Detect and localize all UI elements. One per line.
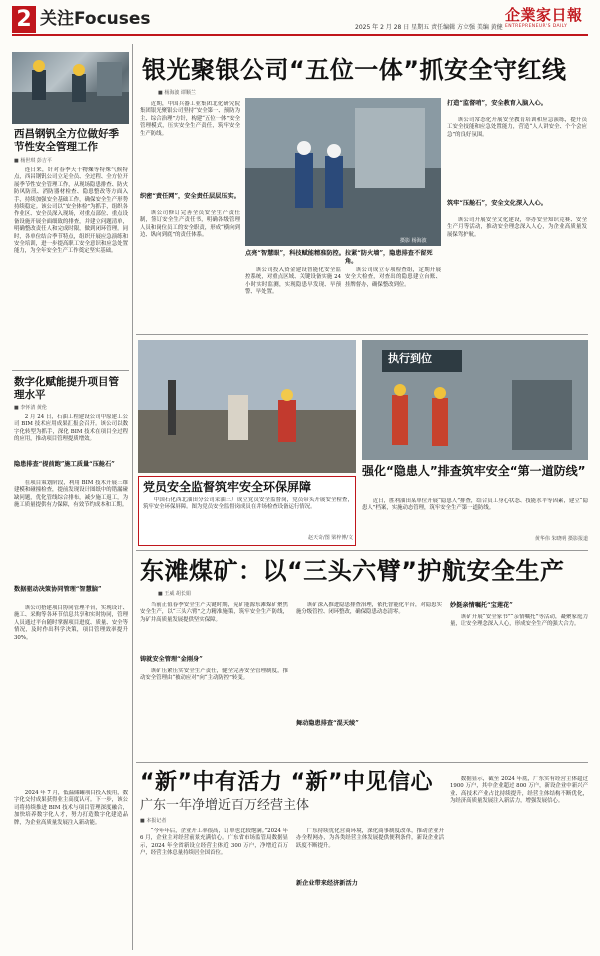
left-article2-headline: 数字化赋能提升项目管理水平 (14, 376, 119, 401)
top-section1-title: 织密“责任网”，安全责任层层压实。 (140, 193, 240, 200)
page-header (0, 0, 600, 44)
photo-sign-text: 执行到位 (388, 352, 432, 365)
left-article-photo (12, 52, 129, 124)
left-article2-subhead2: 数据驱动决策协同管理“智慧脑” (14, 586, 102, 593)
dongtan-subhead1: 铸就安全管理“金刚身” (140, 656, 203, 663)
dongtan-body1: 当前正值春季安全生产关键时期，兖矿能源东滩煤矿聚焦安全生产，以“三头六臂”之力精准施策，筑牢安全生产防线，为矿井高质量发展提供坚实保障。 (140, 602, 288, 623)
middle-bottom-divider (136, 550, 588, 551)
left-middle-caption-credit: 赵天奇/图 梁梓博/文 (308, 535, 353, 541)
bottom-subhead: 广东一年净增近百万经营主体 (140, 798, 310, 813)
top-article-headline: 银光聚银公司“五位一体”抓安全守红线 (142, 56, 567, 84)
left-middle-photo (138, 340, 356, 473)
date-line: 2025 年 2 月 28 日 星期五 责任编辑 方立强 美编 黄健 (355, 24, 503, 31)
left-article1-byline: ■ 杨世琪 彭吉平 (14, 158, 52, 164)
left-middle-caption-title: 党员安全监督筑牢安全环保屏障 (143, 480, 312, 494)
masthead-logo: 企業家日報 (505, 6, 583, 24)
left-article2-byline: ■ 李怀清 黄伦 (14, 405, 47, 411)
left-article2-tail: 2024 年 7 月，低温储罐项目投入使用，数字化交付成果获得业主高度认可。下一步，该公司将持续推进 BIM 技术与项目管理深度融合，加快培养数字化人才，努力打造数字化建造品牌，为企业高质量发展注入新动能。 (14, 790, 128, 826)
left-article2-sub2-body: 该公司搭建项目协同管理平台，实现设计、施工、采购等各环节信息共享和实时协同，管理人员通过平台随时掌握项目进度、质量、安全等情况，及时作出科学决策，项目管理效率提升 30%。 (14, 605, 128, 641)
bottom-body1: “今年年后，企业开工率很高，订单也比较饱满。”2024 年 6 月，企业主对经营前景充满信心。广东省市场监管局数据显示，2024 年全省新设立经营主体近 300 万户，净增近百万户，经营主体总量持续居全国首位。 (140, 828, 288, 857)
section-number-badge: 2 (12, 6, 36, 33)
top-photo-credit: 摄影 杨海波 (400, 238, 427, 244)
top-section4-title: 打造“监督哨”，安全教育入脑入心。 (447, 100, 547, 107)
inspection-photo-illustration (245, 98, 441, 246)
top-section3-title: 拉紧“防火墙”，隐患排查不留死角。 (345, 250, 433, 265)
dongtan-bottom-divider (136, 762, 588, 763)
dongtan-body3: 该矿深入推进隐患排查治理，依托智能化平台，对隐患实施分级管控、闭环整改，确保隐患动态清零。 (296, 602, 442, 616)
section-title: 关注Focuses (40, 9, 151, 29)
top-section5-body: 该公司开展安全文化建设，举办安全知识竞赛、安全生产月等活动，推动安全理念深入人心，为企业高质量发展保驾护航。 (447, 217, 587, 238)
dongtan-byline: ■ 王威 胡长娟 (158, 591, 191, 597)
masthead-english: ENTREPRENEUR'S DAILY (505, 24, 568, 29)
dongtan-body4: 该矿开展“安全家书”“亲情嘱托”等活动，凝聚家庭力量，让安全理念深入人心，形成安全生产的强大合力。 (450, 614, 588, 628)
header-divider (12, 34, 588, 36)
top-section5-title: 筑牢“压舱石”，安全文化深入人心。 (447, 200, 547, 207)
left-middle-caption-box (138, 476, 356, 546)
bottom-body2: 广东持续优化营商环境，深化商事制度改革，推动企业开办全程网办，为各类经营主体发展提供便利条件，新设企业活跃度不断提升。 (296, 828, 444, 849)
top-article-photo (245, 98, 441, 246)
left-divider (12, 370, 129, 371)
top-section2-body: 该公司投入资金建设智能化安全监控系统，对重点区域、关键设备实施 24 小时实时监测，实现隐患早发现、早预警、早处置。 (245, 267, 341, 296)
left-article1-headline: 西昌钢钒全方位做好季节性安全管理工作 (14, 128, 119, 153)
dongtan-headline: 东滩煤矿：以“三头六臂”护航安全生产 (140, 557, 565, 585)
worker-photo-illustration (12, 52, 129, 124)
bottom-byline: ■ 本报记者 (140, 818, 167, 824)
right-middle-caption-title: 强化“隐患人”排查筑牢安全“第一道防线” (362, 464, 586, 478)
bottom-body3: 数据显示，截至 2024 年底，广东实有经营主体超过 1900 万户，其中企业超过 800 万户，新设企业中新兴产业、高技术产业占比持续提升，经营主体结构不断优化，为经济高质量发展注入新活力，增强发展信心。 (450, 776, 588, 805)
dongtan-body2: 该矿压紧压实安全生产责任，健全完善安全管理制度，推动安全管理由“被动应对”向“主动防控”转变。 (140, 668, 288, 682)
top-article-byline: ■ 杨海波 谭顺兰 (158, 90, 196, 96)
top-section1-body: 该公司修订完善全员安全生产责任制，签订安全生产责任书，明确各级管理人员和岗位员工的安全职责，形成“横向到边、纵向到底”的责任体系。 (140, 210, 240, 239)
right-middle-photo (362, 340, 588, 460)
column-divider (132, 44, 133, 950)
left-article2-sub1-body: 在项目策划阶段，利用 BIM 技术开展三维建模和碰撞检查，提前发现设计图纸中的错漏碰缺问题，优化管线综合排布，减少施工返工，为施工质量提供有力保障，有效节约成本和工期。 (14, 480, 128, 509)
left-article1-body: 连日来，针对春季天干物燥等特殊气候特点，西昌钢钒公司立足全员、全过程、全方位开展季节性安全管理工作，从现场隐患排查、防火防风防汛、消防器材检查、隐患整改等方面入手，持续加强安全基础工作，确保安全生产形势持续稳定。该公司以“安全体检”为抓手，组织各作业区、安全员深入现场，对重点部位、重点设备设施开展全面细致的排查，并建立问题清单，明确整改责任人和完成时限，做到闭环管理。同时，各单位结合季节特点，组织开展应急演练和安全培训，进一步提高职工安全意识和应急处置能力，为全年安全生产工作奠定坚实基础。 (14, 167, 128, 255)
top-section2-title: 点亮“智慧眼”，科技赋能精准防控。 (245, 250, 345, 257)
top-bottom-divider (136, 334, 588, 335)
left-article2-body: 2 月 24 日，石油工程建设公司中原建工公司 BIM 技术应用成果汇报会召开。该公司以数字化转型为抓手，深化 BIM 技术在项目全过程的应用，推动项目管理提质增效。 (14, 414, 128, 443)
bottom-headline: “新”中有活力 “新”中见信心 (140, 770, 433, 795)
left-middle-caption-body: 中国石化西北油田分公司采油三厂成立党员安全监督岗，党员带头开展安全检查，筑牢安全环保屏障。图为党员安全监督岗成员在井场检查设备运行情况。 (143, 497, 353, 511)
top-section4-body: 该公司常态化开展安全教育培训和应急演练，提升员工安全技能和应急处置能力，营造“人人讲安全、个个会应急”的良好氛围。 (447, 117, 587, 138)
dongtan-subhead3: 妙挺亲情嘱托“宝莲花” (450, 602, 513, 609)
bottom-subhead1: 新企业带来经济新活力 (296, 880, 358, 887)
left-article2-subhead1: 隐患排查“提前跑”施工质量“压舱石” (14, 461, 115, 468)
top-article-intro: 近期，中国兵器工业集团北化研究院集团银光聚银公司坚持“安全第一、预防为主、综合治理”方针，构建“五位一体”安全管理模式，压实安全生产责任，筑牢安全生产防线。 (140, 101, 240, 137)
oilfield-photo-illustration (138, 340, 356, 473)
dongtan-subhead2: 舞动隐患排查“混天绫” (296, 720, 359, 727)
right-middle-caption-body: 近日，胜利油田某单位开展“隐患人”排查，结合员工身心状态、技能水平等因素，建立“隐患人”档案，实施动态管理，筑牢安全生产第一道防线。 (362, 498, 588, 512)
top-section3-body: 该公司成立专项检查组，定期开展安全大检查，对查出的隐患建立台账、挂牌督办，确保整改到位。 (345, 267, 441, 288)
right-middle-caption-credit: 黄华伟 朱晓明 摄影报道 (534, 536, 588, 542)
